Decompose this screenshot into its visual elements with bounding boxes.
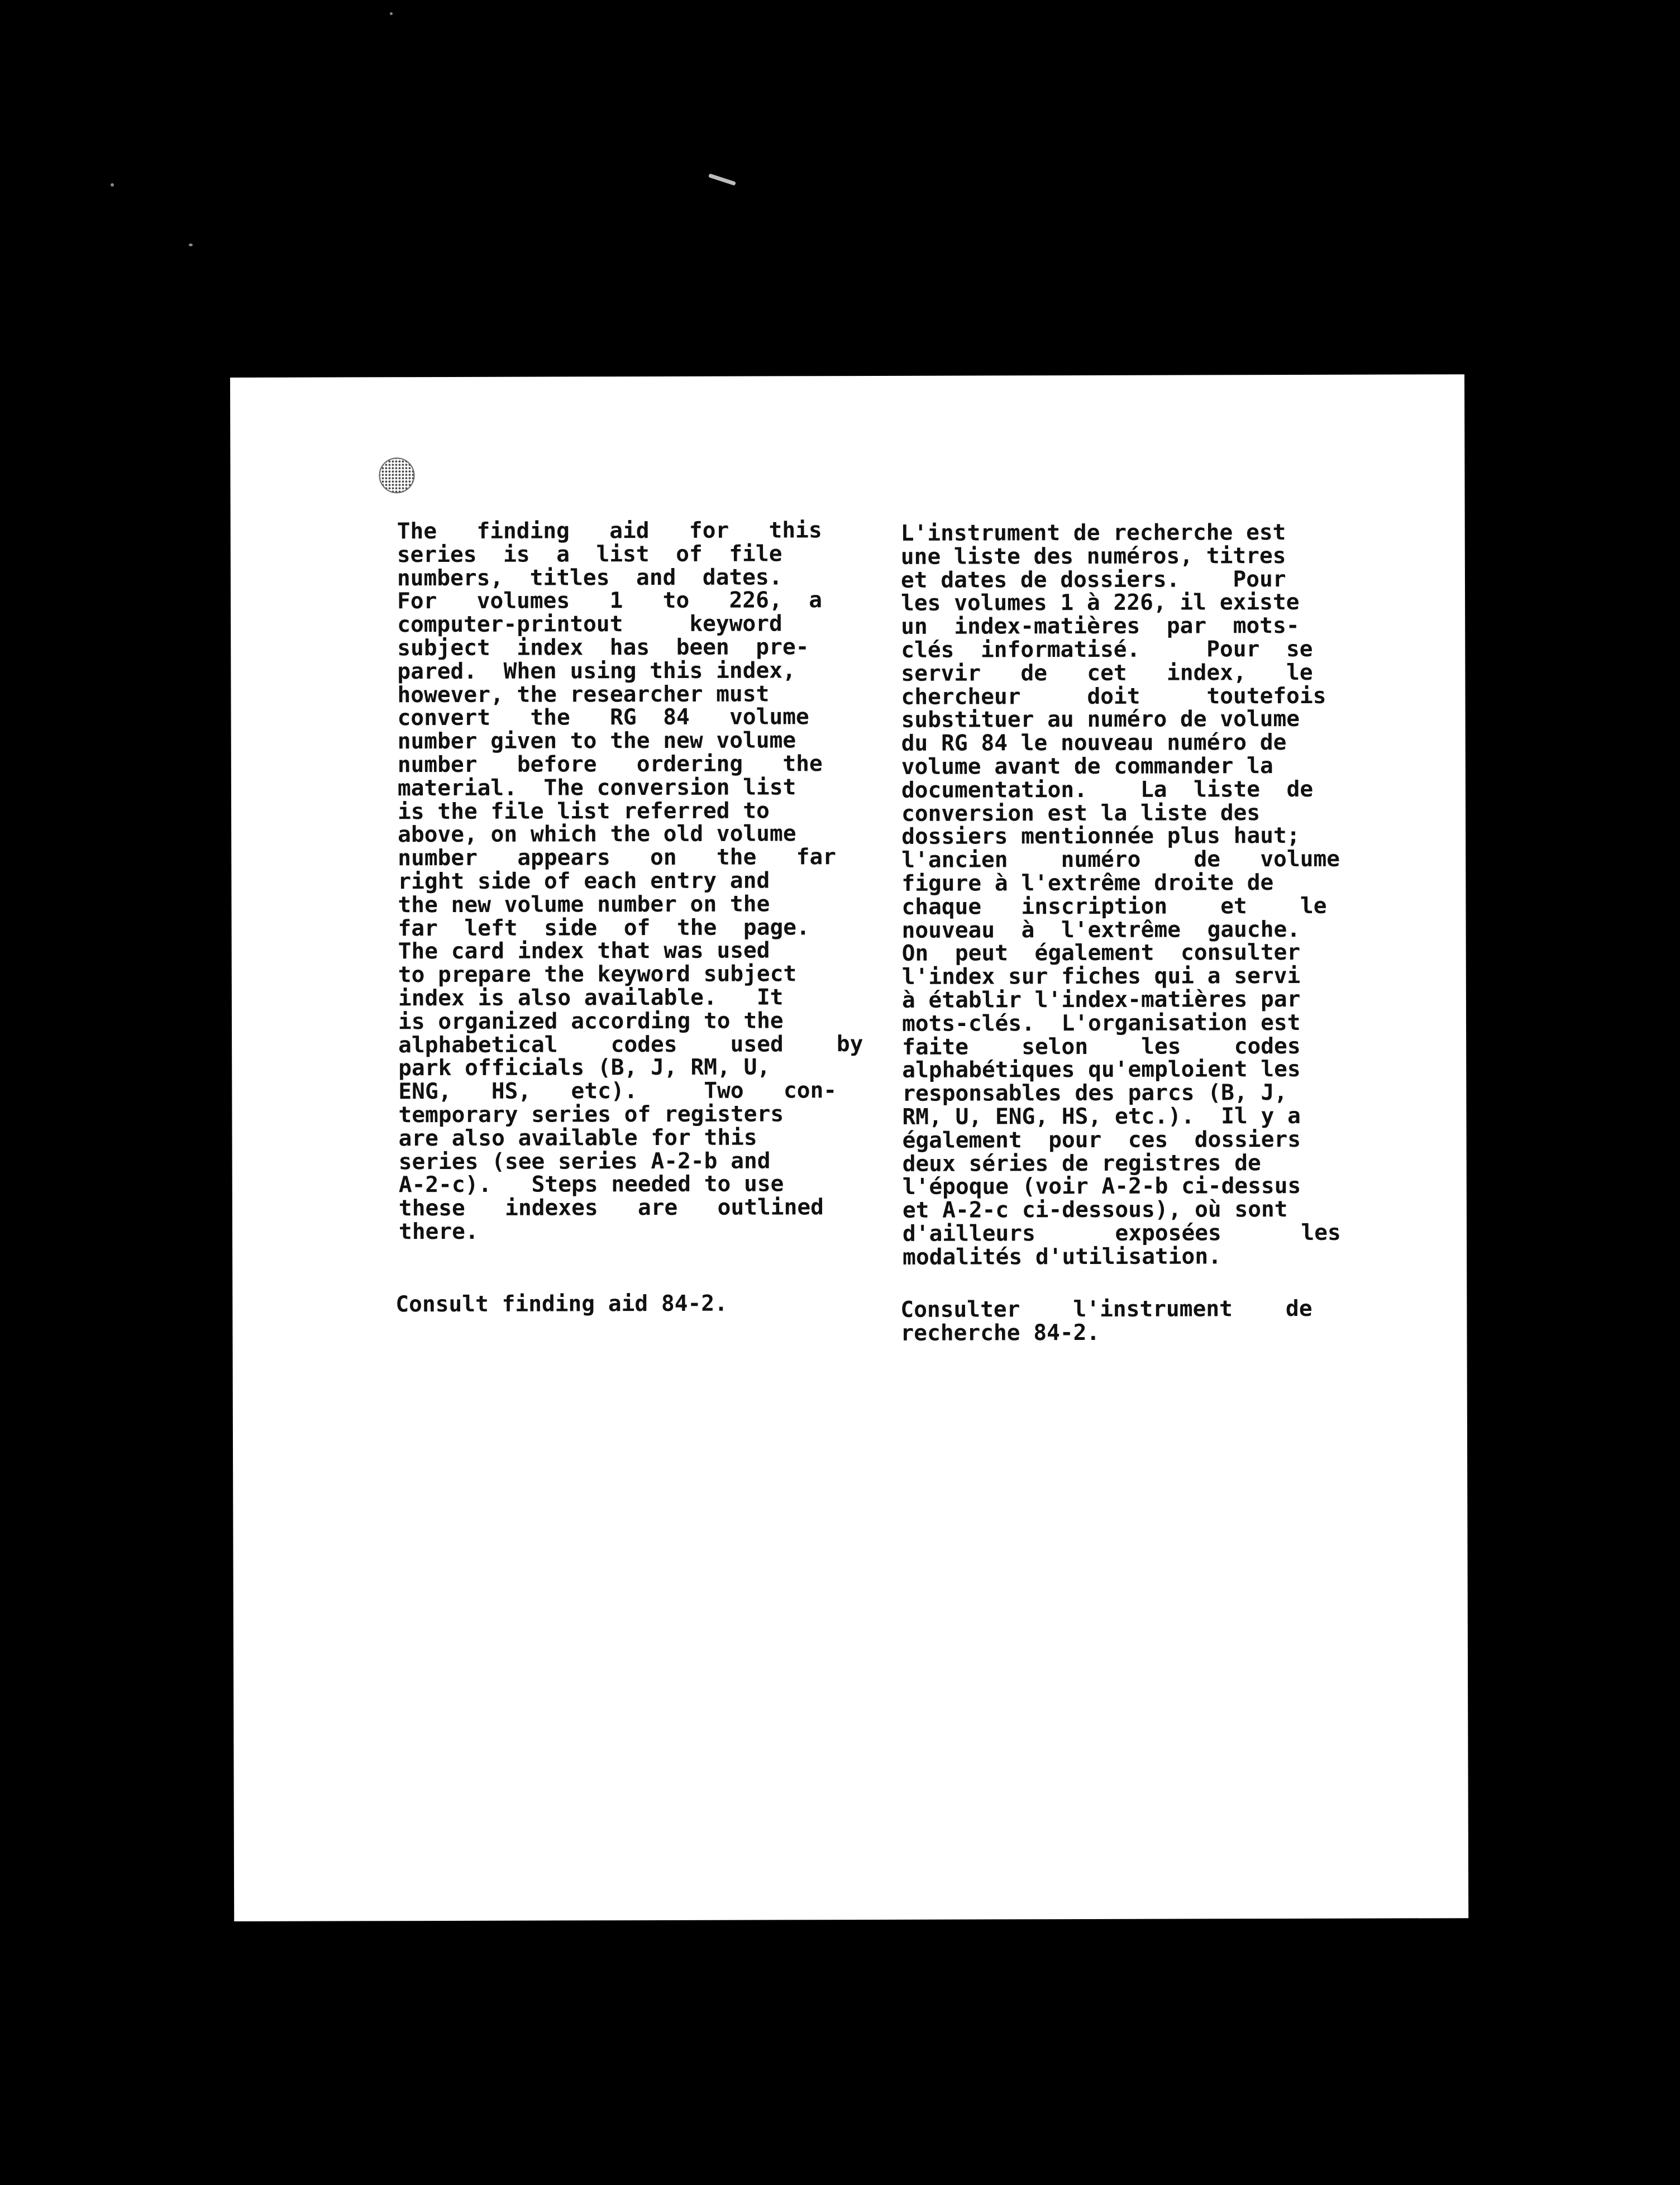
french-text-line: nouveau à l'extrême gauche. xyxy=(901,916,1301,943)
french-text-line: à établir l'index-matières par xyxy=(901,986,1301,1013)
french-text-line: chaque inscription et le xyxy=(901,893,1327,920)
french-consult-line: Consulter l'instrument de xyxy=(900,1295,1312,1323)
english-text-line: computer-printout keyword xyxy=(397,610,782,638)
french-text-line: substituer au numéro de volume xyxy=(901,706,1300,733)
french-text-line: deux séries de registres de xyxy=(902,1149,1261,1177)
english-text-line: subject index has been pre- xyxy=(397,634,809,661)
english-text-line: index is also available. It xyxy=(398,984,784,1012)
english-consult-line: Consult finding aid 84-2. xyxy=(395,1290,728,1318)
english-text-line: For volumes 1 to 226, a xyxy=(397,587,823,614)
dust-speck xyxy=(111,183,114,187)
french-text-line: d'ailleurs exposées les xyxy=(902,1219,1341,1247)
english-text-line: numbers, titles and dates. xyxy=(397,564,782,591)
french-text-line: figure à l'extrême droite de xyxy=(901,870,1274,896)
french-text-line: responsables des parcs (B, J, xyxy=(902,1080,1288,1106)
english-text-line: alphabetical codes used by xyxy=(398,1031,863,1058)
english-text-line: convert the RG 84 volume xyxy=(397,704,809,731)
french-text-line: également pour ces dossiers xyxy=(902,1126,1301,1153)
english-text-line: number appears on the far xyxy=(398,844,837,871)
document-page xyxy=(230,374,1468,1921)
english-text-line: pared. When using this index, xyxy=(397,657,796,684)
english-text-line: park officials (B, J, RM, U, xyxy=(398,1054,771,1081)
english-text-line: the new volume number on the xyxy=(398,891,770,918)
english-text-line: these indexes are outlined xyxy=(398,1194,824,1222)
english-text-column xyxy=(397,519,864,1244)
french-text-line: clés informatisé. Pour se xyxy=(901,636,1313,663)
english-text-line: series (see series A-2-b and xyxy=(398,1147,771,1175)
french-text-line: modalités d'utilisation. xyxy=(903,1243,1221,1270)
english-text-line: series is a list of file xyxy=(397,541,782,568)
french-text-line: l'ancien numéro de volume xyxy=(901,846,1340,874)
english-text-line: number given to the new volume xyxy=(397,727,796,755)
english-text-line: number before ordering the xyxy=(397,751,823,778)
french-text-line: chercheur doit toutefois xyxy=(901,683,1326,710)
french-text-column xyxy=(901,521,1341,1270)
english-text-line: material. The conversion list xyxy=(397,774,796,801)
french-text-line: L'instrument de recherche est xyxy=(900,519,1286,546)
french-text-line: servir de cet index, le xyxy=(901,659,1313,686)
english-text-line: to prepare the keyword subject xyxy=(398,961,797,988)
dust-speck xyxy=(390,12,393,15)
french-text-line: volume avant de commander la xyxy=(901,753,1273,780)
halftone-stamp-icon xyxy=(378,456,416,494)
french-text-line: l'index sur fiches qui a servi xyxy=(901,963,1301,990)
french-text-line: dossiers mentionnée plus haut; xyxy=(901,823,1300,850)
french-text-line: et dates de dossiers. Pour xyxy=(900,566,1286,593)
english-text-line: however, the researcher must xyxy=(397,681,770,708)
french-consult-lines xyxy=(900,1297,1312,1346)
french-consult-line: recherche 84-2. xyxy=(900,1319,1100,1346)
english-text-line: are also available for this xyxy=(398,1124,757,1151)
english-text-line: is organized according to the xyxy=(398,1008,784,1034)
dust-speck xyxy=(189,244,193,246)
french-text-line: un index-matières par mots- xyxy=(901,613,1300,640)
scratch-mark xyxy=(708,173,736,185)
french-text-line: conversion est la liste des xyxy=(901,799,1261,827)
english-text-line: above, on which the old volume xyxy=(398,820,796,848)
english-text-line: is the file list referred to xyxy=(397,798,770,824)
english-text-line: The card index that was used xyxy=(398,937,770,965)
french-text-line: RM, U, ENG, HS, etc.). Il y a xyxy=(902,1103,1301,1130)
french-text-line: alphabétiques qu'emploient les xyxy=(902,1056,1301,1084)
french-text-line: faite selon les codes xyxy=(902,1033,1301,1060)
english-text-line: there. xyxy=(398,1218,479,1245)
english-text-line: far left side of the page. xyxy=(398,914,810,941)
french-text-line: documentation. La liste de xyxy=(901,776,1314,803)
english-text-line: ENG, HS, etc). Two con- xyxy=(398,1077,837,1105)
french-text-line: et A-2-c ci-dessous), où sont xyxy=(902,1196,1288,1223)
french-text-line: du RG 84 le nouveau numéro de xyxy=(901,729,1287,757)
french-text-line: une liste des numéros, titres xyxy=(900,542,1286,570)
english-text-line: right side of each entry and xyxy=(398,867,770,895)
french-text-line: On peut également consulter xyxy=(901,939,1301,967)
french-text-line: l'époque (voir A-2-b ci-dessus xyxy=(902,1173,1301,1200)
french-text-line: les volumes 1 à 226, il existe xyxy=(901,589,1300,617)
english-text-line: temporary series of registers xyxy=(398,1101,784,1128)
english-text-line: A-2-c). Steps needed to use xyxy=(398,1171,784,1198)
english-text-line: The finding aid for this xyxy=(397,517,822,545)
french-text-line: mots-clés. L'organisation est xyxy=(901,1009,1301,1037)
